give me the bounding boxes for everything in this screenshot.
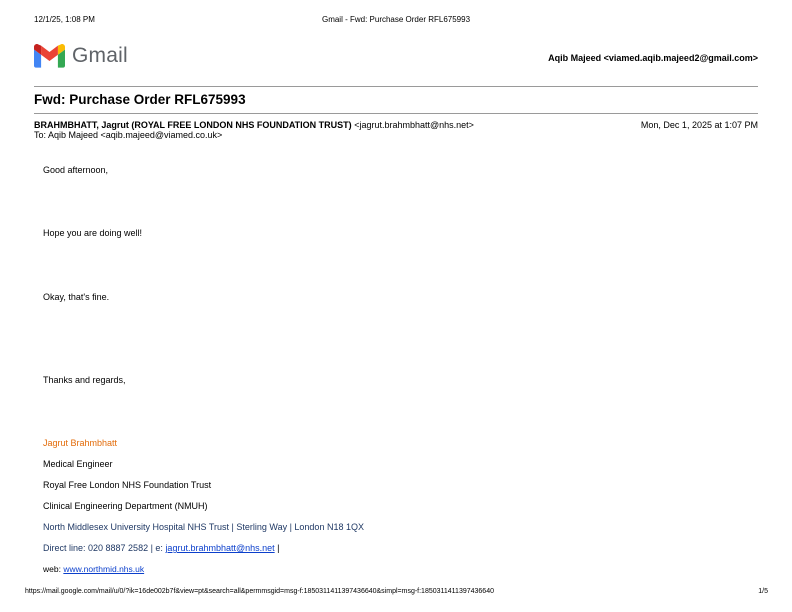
- signature-email-link[interactable]: jagrut.brahmbhatt@nhs.net: [165, 543, 275, 553]
- signature-role: Medical Engineer: [43, 459, 113, 469]
- gmail-logo-icon: [34, 44, 65, 68]
- signature-name: Jagrut Brahmbhatt: [43, 438, 118, 448]
- body-closing: Thanks and regards,: [43, 375, 126, 385]
- email-date: Mon, Dec 1, 2025 at 1:07 PM: [640, 120, 758, 130]
- body-line: Okay, that's fine.: [43, 292, 110, 302]
- web-label: web:: [43, 564, 61, 574]
- sender-email[interactable]: <jagrut.brahmbhatt@nhs.net>: [354, 120, 474, 130]
- account-label: Aqib Majeed <viamed.aqib.majeed2@gmail.com>: [548, 53, 758, 63]
- separator: |: [277, 543, 280, 553]
- direct-line: Direct line: 020 8887 2582 | e:: [43, 543, 163, 553]
- print-datetime: 12/1/25, 1:08 PM: [34, 15, 95, 24]
- print-title: Gmail - Fwd: Purchase Order RFL675993: [321, 15, 471, 24]
- header-divider: [34, 86, 758, 87]
- print-url: https://mail.google.com/mail/u/0/?ik=16de002b7f&view=pt&search=all&permmsgid=msg-f:1850311411397436640&simpl=msg-f:1850311411397436640: [25, 588, 494, 595]
- subject-divider: [34, 113, 758, 114]
- signature-contact: [43, 543, 280, 553]
- body-greeting: Good afternoon,: [43, 165, 109, 175]
- gmail-wordmark: Gmail: [72, 44, 128, 67]
- body-line: Hope you are doing well!: [43, 228, 143, 238]
- sender-name: BRAHMBHATT, Jagrut (ROYAL FREE LONDON NHS FOUNDATION TRUST): [34, 120, 352, 130]
- email-to: To: Aqib Majeed <aqib.majeed@viamed.co.uk>: [34, 130, 223, 140]
- web-link[interactable]: www.northmid.nhs.uk: [63, 564, 145, 574]
- signature-address: North Middlesex University Hospital NHS Trust | Sterling Way | London N18 1QX: [43, 522, 364, 532]
- signature-web: [43, 564, 144, 574]
- email-from: [34, 120, 474, 130]
- signature-org: Royal Free London NHS Foundation Trust: [43, 480, 212, 490]
- email-subject: Fwd: Purchase Order RFL675993: [34, 92, 246, 107]
- page-number: 1/5: [758, 588, 768, 595]
- signature-dept: Clinical Engineering Department (NMUH): [43, 501, 208, 511]
